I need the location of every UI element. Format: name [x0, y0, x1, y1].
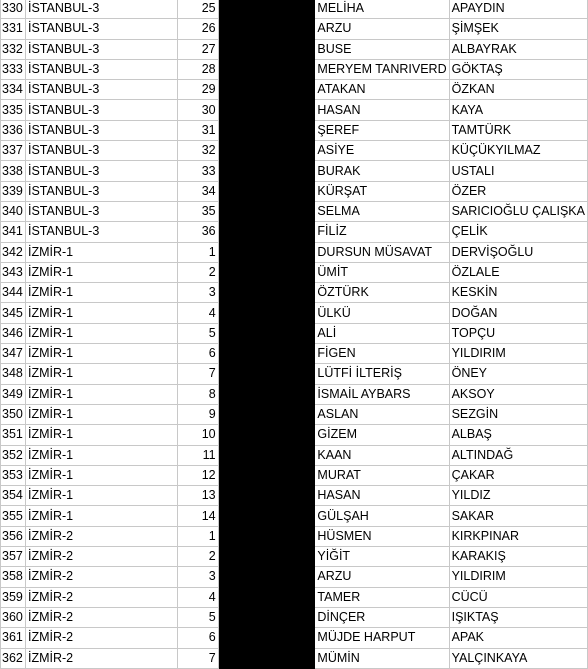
row-number-cell: 358	[1, 567, 26, 587]
table-row	[1, 80, 588, 100]
table-row	[1, 100, 588, 120]
redacted-cell	[218, 181, 315, 201]
row-number-cell: 360	[1, 607, 26, 627]
district-cell: İZMİR-1	[25, 384, 177, 404]
row-number-cell: 334	[1, 80, 26, 100]
spreadsheet-body	[1, 0, 588, 668]
last-name-cell: YILDIRIM	[449, 344, 587, 364]
district-cell: İZMİR-2	[25, 567, 177, 587]
redacted-cell	[218, 344, 315, 364]
last-name-cell: ÇAKAR	[449, 465, 587, 485]
sequence-number-cell: 31	[178, 120, 219, 140]
redacted-cell	[218, 201, 315, 221]
row-number-cell: 345	[1, 303, 26, 323]
row-number-cell: 332	[1, 39, 26, 59]
first-name-cell: ÜMİT	[315, 262, 449, 282]
district-cell: İZMİR-2	[25, 547, 177, 567]
first-name-cell: GÜLŞAH	[315, 506, 449, 526]
last-name-cell: KESKİN	[449, 283, 587, 303]
first-name-cell: HÜSMEN	[315, 526, 449, 546]
table-row	[1, 303, 588, 323]
row-number-cell: 351	[1, 425, 26, 445]
redacted-cell	[218, 526, 315, 546]
table-row	[1, 384, 588, 404]
last-name-cell: SARICIOĞLU ÇALIŞKA	[449, 201, 587, 221]
district-cell: İSTANBUL-3	[25, 0, 177, 19]
first-name-cell: MÜJDE HARPUT	[315, 628, 449, 648]
district-cell: İSTANBUL-3	[25, 181, 177, 201]
first-name-cell: KAAN	[315, 445, 449, 465]
district-cell: İZMİR-1	[25, 323, 177, 343]
table-row	[1, 283, 588, 303]
last-name-cell: GÖKTAŞ	[449, 59, 587, 79]
table-row	[1, 567, 588, 587]
first-name-cell: HASAN	[315, 100, 449, 120]
first-name-cell: BUSE	[315, 39, 449, 59]
sequence-number-cell: 9	[178, 404, 219, 424]
sequence-number-cell: 14	[178, 506, 219, 526]
redacted-cell	[218, 80, 315, 100]
district-cell: İZMİR-1	[25, 486, 177, 506]
redacted-cell	[218, 59, 315, 79]
district-cell: İSTANBUL-3	[25, 100, 177, 120]
first-name-cell: TAMER	[315, 587, 449, 607]
table-row	[1, 141, 588, 161]
row-number-cell: 342	[1, 242, 26, 262]
row-number-cell: 339	[1, 181, 26, 201]
first-name-cell: DURSUN MÜSAVAT	[315, 242, 449, 262]
district-cell: İZMİR-1	[25, 506, 177, 526]
last-name-cell: USTALI	[449, 161, 587, 181]
district-cell: İSTANBUL-3	[25, 201, 177, 221]
table-row	[1, 222, 588, 242]
district-cell: İZMİR-1	[25, 283, 177, 303]
last-name-cell: KIRKPINAR	[449, 526, 587, 546]
last-name-cell: CÜCÜ	[449, 587, 587, 607]
redacted-cell	[218, 547, 315, 567]
table-row	[1, 607, 588, 627]
first-name-cell: ASLAN	[315, 404, 449, 424]
last-name-cell: ÇELİK	[449, 222, 587, 242]
redacted-cell	[218, 628, 315, 648]
last-name-cell: DERVİŞOĞLU	[449, 242, 587, 262]
redacted-cell	[218, 0, 315, 19]
last-name-cell: ALBAŞ	[449, 425, 587, 445]
first-name-cell: SELMA	[315, 201, 449, 221]
row-number-cell: 359	[1, 587, 26, 607]
row-number-cell: 357	[1, 547, 26, 567]
district-cell: İSTANBUL-3	[25, 80, 177, 100]
row-number-cell: 336	[1, 120, 26, 140]
first-name-cell: FİLİZ	[315, 222, 449, 242]
row-number-cell: 347	[1, 344, 26, 364]
district-cell: İZMİR-2	[25, 607, 177, 627]
first-name-cell: FİGEN	[315, 344, 449, 364]
row-number-cell: 331	[1, 19, 26, 39]
redacted-cell	[218, 161, 315, 181]
last-name-cell: AKSOY	[449, 384, 587, 404]
district-cell: İZMİR-1	[25, 262, 177, 282]
sequence-number-cell: 33	[178, 161, 219, 181]
table-row	[1, 323, 588, 343]
redacted-cell	[218, 486, 315, 506]
redacted-cell	[218, 364, 315, 384]
sequence-number-cell: 5	[178, 323, 219, 343]
last-name-cell: YILDIZ	[449, 486, 587, 506]
sequence-number-cell: 2	[178, 547, 219, 567]
redacted-cell	[218, 587, 315, 607]
row-number-cell: 355	[1, 506, 26, 526]
first-name-cell: MERYEM TANRIVERD	[315, 59, 449, 79]
redacted-cell	[218, 506, 315, 526]
first-name-cell: ÖZTÜRK	[315, 283, 449, 303]
last-name-cell: ÖZLALE	[449, 262, 587, 282]
first-name-cell: MELİHA	[315, 0, 449, 19]
first-name-cell: KÜRŞAT	[315, 181, 449, 201]
table-row	[1, 242, 588, 262]
row-number-cell: 337	[1, 141, 26, 161]
table-row	[1, 425, 588, 445]
district-cell: İSTANBUL-3	[25, 161, 177, 181]
redacted-cell	[218, 19, 315, 39]
redacted-cell	[218, 607, 315, 627]
last-name-cell: TOPÇU	[449, 323, 587, 343]
district-cell: İSTANBUL-3	[25, 59, 177, 79]
sequence-number-cell: 6	[178, 344, 219, 364]
sequence-number-cell: 12	[178, 465, 219, 485]
table-row	[1, 648, 588, 668]
sequence-number-cell: 8	[178, 384, 219, 404]
sequence-number-cell: 11	[178, 445, 219, 465]
sequence-number-cell: 7	[178, 364, 219, 384]
redacted-cell	[218, 100, 315, 120]
first-name-cell: ATAKAN	[315, 80, 449, 100]
first-name-cell: BURAK	[315, 161, 449, 181]
table-row	[1, 506, 588, 526]
table-row	[1, 201, 588, 221]
table-row	[1, 181, 588, 201]
last-name-cell: APAYDIN	[449, 0, 587, 19]
district-cell: İZMİR-1	[25, 242, 177, 262]
district-cell: İZMİR-1	[25, 303, 177, 323]
district-cell: İZMİR-1	[25, 364, 177, 384]
table-row	[1, 120, 588, 140]
sequence-number-cell: 6	[178, 628, 219, 648]
row-number-cell: 354	[1, 486, 26, 506]
district-cell: İSTANBUL-3	[25, 120, 177, 140]
sequence-number-cell: 32	[178, 141, 219, 161]
table-row	[1, 465, 588, 485]
sequence-number-cell: 5	[178, 607, 219, 627]
row-number-cell: 352	[1, 445, 26, 465]
redacted-cell	[218, 242, 315, 262]
table-row	[1, 59, 588, 79]
row-number-cell: 346	[1, 323, 26, 343]
district-cell: İSTANBUL-3	[25, 39, 177, 59]
last-name-cell: TAMTÜRK	[449, 120, 587, 140]
sequence-number-cell: 1	[178, 242, 219, 262]
last-name-cell: APAK	[449, 628, 587, 648]
sequence-number-cell: 36	[178, 222, 219, 242]
redacted-cell	[218, 648, 315, 668]
redacted-cell	[218, 262, 315, 282]
last-name-cell: ÖNEY	[449, 364, 587, 384]
sequence-number-cell: 30	[178, 100, 219, 120]
last-name-cell: ALTINDAĞ	[449, 445, 587, 465]
row-number-cell: 361	[1, 628, 26, 648]
sequence-number-cell: 29	[178, 80, 219, 100]
last-name-cell: KARAKIŞ	[449, 547, 587, 567]
last-name-cell: DOĞAN	[449, 303, 587, 323]
table-row	[1, 587, 588, 607]
last-name-cell: ŞİMŞEK	[449, 19, 587, 39]
sequence-number-cell: 4	[178, 303, 219, 323]
sequence-number-cell: 7	[178, 648, 219, 668]
district-cell: İZMİR-1	[25, 425, 177, 445]
last-name-cell: ÖZER	[449, 181, 587, 201]
redacted-cell	[218, 323, 315, 343]
first-name-cell: ALİ	[315, 323, 449, 343]
table-row	[1, 39, 588, 59]
district-cell: İZMİR-1	[25, 404, 177, 424]
redacted-cell	[218, 404, 315, 424]
table-row	[1, 344, 588, 364]
last-name-cell: YILDIRIM	[449, 567, 587, 587]
sequence-number-cell: 35	[178, 201, 219, 221]
sequence-number-cell: 3	[178, 283, 219, 303]
redacted-cell	[218, 384, 315, 404]
row-number-cell: 333	[1, 59, 26, 79]
sequence-number-cell: 13	[178, 486, 219, 506]
district-cell: İSTANBUL-3	[25, 222, 177, 242]
district-cell: İSTANBUL-3	[25, 19, 177, 39]
last-name-cell: SAKAR	[449, 506, 587, 526]
last-name-cell: YALÇINKAYA	[449, 648, 587, 668]
redacted-cell	[218, 120, 315, 140]
table-row	[1, 526, 588, 546]
row-number-cell: 343	[1, 262, 26, 282]
table-row	[1, 547, 588, 567]
redacted-cell	[218, 567, 315, 587]
first-name-cell: ÜLKÜ	[315, 303, 449, 323]
first-name-cell: MÜMİN	[315, 648, 449, 668]
sequence-number-cell: 27	[178, 39, 219, 59]
district-cell: İZMİR-1	[25, 465, 177, 485]
district-cell: İSTANBUL-3	[25, 141, 177, 161]
table-row	[1, 0, 588, 19]
district-cell: İZMİR-2	[25, 587, 177, 607]
first-name-cell: GİZEM	[315, 425, 449, 445]
sequence-number-cell: 3	[178, 567, 219, 587]
table-row	[1, 19, 588, 39]
redacted-cell	[218, 465, 315, 485]
redacted-cell	[218, 425, 315, 445]
table-row	[1, 364, 588, 384]
first-name-cell: ASİYE	[315, 141, 449, 161]
sequence-number-cell: 10	[178, 425, 219, 445]
row-number-cell: 350	[1, 404, 26, 424]
sequence-number-cell: 26	[178, 19, 219, 39]
first-name-cell: İSMAİL AYBARS	[315, 384, 449, 404]
row-number-cell: 362	[1, 648, 26, 668]
sequence-number-cell: 4	[178, 587, 219, 607]
row-number-cell: 344	[1, 283, 26, 303]
redacted-cell	[218, 445, 315, 465]
row-number-cell: 341	[1, 222, 26, 242]
district-cell: İZMİR-2	[25, 648, 177, 668]
redacted-cell	[218, 222, 315, 242]
first-name-cell: LÜTFİ İLTERİŞ	[315, 364, 449, 384]
last-name-cell: IŞIKTAŞ	[449, 607, 587, 627]
first-name-cell: MURAT	[315, 465, 449, 485]
sequence-number-cell: 28	[178, 59, 219, 79]
district-cell: İZMİR-1	[25, 445, 177, 465]
row-number-cell: 356	[1, 526, 26, 546]
sequence-number-cell: 34	[178, 181, 219, 201]
first-name-cell: ARZU	[315, 567, 449, 587]
first-name-cell: YİĞİT	[315, 547, 449, 567]
row-number-cell: 340	[1, 201, 26, 221]
table-row	[1, 628, 588, 648]
first-name-cell: ARZU	[315, 19, 449, 39]
district-cell: İZMİR-1	[25, 344, 177, 364]
redacted-cell	[218, 283, 315, 303]
table-row	[1, 262, 588, 282]
last-name-cell: SEZGİN	[449, 404, 587, 424]
table-row	[1, 486, 588, 506]
row-number-cell: 348	[1, 364, 26, 384]
table-row	[1, 445, 588, 465]
first-name-cell: ŞEREF	[315, 120, 449, 140]
last-name-cell: KAYA	[449, 100, 587, 120]
last-name-cell: ALBAYRAK	[449, 39, 587, 59]
last-name-cell: KÜÇÜKYILMAZ	[449, 141, 587, 161]
district-cell: İZMİR-2	[25, 628, 177, 648]
district-cell: İZMİR-2	[25, 526, 177, 546]
table-row	[1, 404, 588, 424]
row-number-cell: 349	[1, 384, 26, 404]
first-name-cell: DİNÇER	[315, 607, 449, 627]
redacted-cell	[218, 39, 315, 59]
table-row	[1, 161, 588, 181]
sequence-number-cell: 2	[178, 262, 219, 282]
last-name-cell: ÖZKAN	[449, 80, 587, 100]
row-number-cell: 330	[1, 0, 26, 19]
row-number-cell: 353	[1, 465, 26, 485]
redacted-cell	[218, 141, 315, 161]
row-number-cell: 338	[1, 161, 26, 181]
sequence-number-cell: 25	[178, 0, 219, 19]
first-name-cell: HASAN	[315, 486, 449, 506]
redacted-cell	[218, 303, 315, 323]
sequence-number-cell: 1	[178, 526, 219, 546]
row-number-cell: 335	[1, 100, 26, 120]
